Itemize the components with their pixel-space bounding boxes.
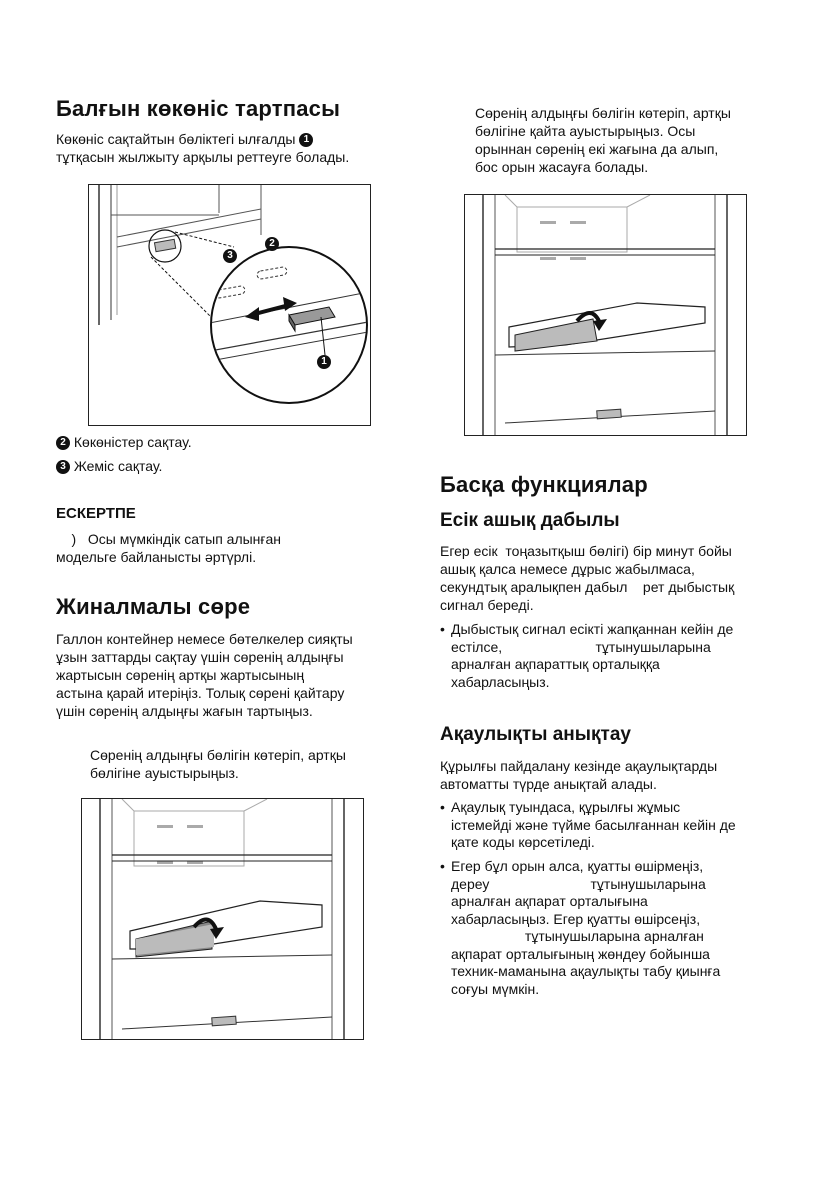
fold-shelf-back-figure	[464, 194, 747, 436]
fault-b2-line-1: Егер бұл орын алса, қуатты өшірмеңіз,	[451, 858, 704, 874]
step2-line-1: Сөренің алдыңғы бөлігін көтеріп, артқы	[475, 105, 731, 121]
fault-b2-line-7: техник-маманына ақаулықты табу қиынға	[451, 963, 721, 979]
fault-b2-line-2: дереу тұтынушыларына	[451, 875, 706, 892]
drawer-section-title: Балғын көкөніс тартпасы	[56, 96, 341, 121]
legend-3-badge: 3	[56, 460, 70, 474]
door-bullet-line-1: Дыбыстық сигнал есікті жапқаннан кейін де	[451, 621, 734, 637]
door-alarm-title: Есік ашық дабылы	[440, 510, 620, 531]
bullet-dot: •	[440, 621, 445, 637]
fig1-callout-2: 2	[265, 237, 279, 251]
step2-paragraph	[475, 104, 805, 176]
step2-line-2: бөлігіне қайта ауыстырыңыз. Осы	[475, 123, 696, 139]
legend-3-text: Жеміс сақтау.	[73, 458, 163, 474]
door-alarm-paragraph	[440, 542, 790, 614]
step2-line-3: орыннан сөренің екі жағына да алып,	[475, 141, 719, 157]
folding-shelf-title: Жиналмалы сөре	[56, 594, 251, 619]
note-title: ЕСКЕРТПЕ	[56, 505, 136, 522]
legend-2-badge: 2	[56, 436, 70, 450]
shelf-para-line-4: астына қарай итеріңіз. Толық сөрені қайтару	[56, 685, 345, 701]
folding-shelf-paragraph	[56, 630, 416, 720]
fold-shelf-back-illustration	[465, 195, 746, 435]
bullet-dot: •	[440, 858, 445, 874]
fault-b2-line-6: ақпарат орталығының жөндеу бойынша	[451, 945, 710, 962]
note-paragraph	[56, 530, 416, 566]
door-para-line-1: Егер есік тоңазытқыш бөлігі) бір минут бойы	[440, 543, 732, 559]
door-para-line-3: секундтық аралықпен дабыл рет дыбыстық	[440, 579, 735, 595]
fault-b2-line-3: арналған ақпарат орталығына	[451, 893, 648, 909]
step1-paragraph	[90, 746, 410, 782]
fault-b1-line-3: қате коды көрсетіледі.	[451, 834, 595, 850]
fault-b1-line-1: Ақаулық туындаса, құрылғы жұмыс	[451, 799, 681, 815]
drawer-para-line-1: Көкөніс сақтайтын бөліктегі ылғалды	[56, 131, 296, 147]
step1-line-1: Сөренің алдыңғы бөлігін көтеріп, артқы	[90, 747, 346, 763]
door-bullet-line-3: арналған ақпараттық орталыққа	[451, 656, 660, 672]
legend-item-fruit	[56, 457, 162, 475]
fault-b2-line-5: тұтынушыларына арналған	[451, 928, 704, 944]
fold-shelf-illustration	[82, 799, 363, 1039]
shelf-para-line-5: үшін сөренің алдыңғы жағын тартыңыз.	[56, 703, 313, 719]
door-alarm-bullet	[440, 621, 790, 691]
fig1-callout-3: 3	[223, 249, 237, 263]
shelf-para-line-3: жартысын сөренің артқы жартысының	[56, 667, 305, 683]
drawer-para-line-2: тұтқасын жылжыту арқылы реттеуге болады.	[56, 149, 350, 165]
fold-shelf-figure	[81, 798, 364, 1040]
legend-2-text: Көкөністер сақтау.	[73, 434, 192, 450]
step1-line-2: бөлігіне ауыстырыңыз.	[90, 765, 239, 781]
callout-1-badge: 1	[299, 133, 313, 147]
crisper-humidity-illustration	[89, 185, 370, 425]
note-line-2: модельге байланысты әртүрлі.	[56, 549, 257, 565]
door-para-line-4: сигнал береді.	[440, 597, 534, 613]
crisper-humidity-figure	[88, 184, 371, 426]
fault-para-line-1: Құрылғы пайдалану кезінде ақаулықтарды	[440, 758, 718, 774]
bullet-dot: •	[440, 799, 445, 815]
fault-bullet-2	[440, 858, 790, 998]
fig1-callout-1: 1	[317, 355, 331, 369]
fault-para-line-2: автоматты түрде анықтай алады.	[440, 776, 657, 792]
fault-paragraph	[440, 757, 790, 793]
shelf-para-line-2: ұзын заттарды сақтау үшін сөренің алдыңғы	[56, 649, 344, 665]
step2-line-4: бос орын жасауға болады.	[475, 159, 649, 175]
legend-item-vegetables	[56, 433, 192, 451]
fault-b1-line-2: істемейді және түйме басылғаннан кейін де	[451, 816, 736, 833]
fault-detection-title: Ақаулықты анықтау	[440, 724, 631, 745]
fault-bullet-1	[440, 799, 790, 852]
door-bullet-line-2: естілсе, тұтынушыларына	[451, 638, 711, 655]
note-line-1: ) Осы мүмкіндік сатып алынған	[56, 531, 282, 547]
fault-b2-line-8: соғуы мүмкін.	[451, 980, 540, 997]
door-para-line-2: ашық қалса немесе дұрыс жабылмаса,	[440, 561, 695, 577]
drawer-paragraph	[56, 130, 416, 166]
shelf-para-line-1: Галлон контейнер немесе бөтелкелер сияқты	[56, 631, 353, 647]
door-bullet-line-4: хабарласыңыз.	[451, 673, 550, 690]
fault-b2-line-4: хабарласыңыз. Егер қуатты өшірсеңіз,	[451, 910, 701, 927]
other-functions-title: Басқа функциялар	[440, 472, 648, 497]
